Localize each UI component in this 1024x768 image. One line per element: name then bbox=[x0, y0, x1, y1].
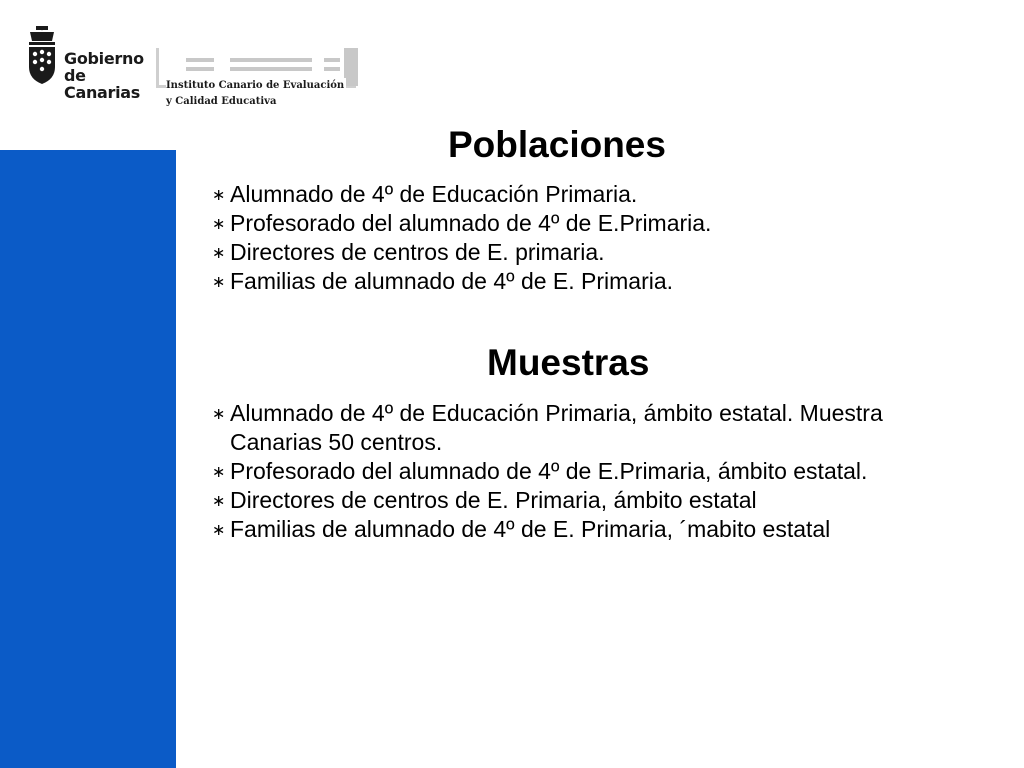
asterisk-icon: ∗ bbox=[212, 520, 226, 539]
coat-of-arms-icon bbox=[24, 26, 60, 88]
icec-logo-text bbox=[166, 78, 346, 110]
list-item-text: Alumnado de 4º de Educación Primaria. bbox=[230, 181, 638, 207]
gov-logo-text bbox=[64, 50, 154, 101]
asterisk-icon: ∗ bbox=[212, 272, 226, 291]
asterisk-icon: ∗ bbox=[212, 462, 226, 481]
muestras-title: Muestras bbox=[487, 342, 650, 383]
list-item-text: Familias de alumnado de 4º de E. Primaria, ´mabito estatal bbox=[230, 516, 831, 542]
list-item bbox=[212, 457, 912, 486]
list-item-text: Directores de centros de E. primaria. bbox=[230, 239, 605, 265]
list-item bbox=[212, 180, 912, 209]
poblaciones-title: Poblaciones bbox=[448, 124, 666, 165]
icec-logo bbox=[150, 46, 370, 112]
list-item bbox=[212, 399, 912, 457]
asterisk-icon: ∗ bbox=[212, 404, 226, 423]
list-item bbox=[212, 486, 912, 515]
gov-logo-line1: Gobierno bbox=[64, 49, 144, 68]
list-item bbox=[212, 515, 912, 544]
asterisk-icon: ∗ bbox=[212, 185, 226, 204]
gobierno-de-canarias-logo bbox=[24, 26, 154, 102]
list-item-text: Profesorado del alumnado de 4º de E.Primaria. bbox=[230, 210, 712, 236]
muestras-list bbox=[212, 399, 912, 544]
gov-logo-line2: de Canarias bbox=[64, 66, 141, 102]
icec-logo-line2: y Calidad Educativa bbox=[166, 96, 277, 107]
list-item bbox=[212, 267, 912, 296]
asterisk-icon: ∗ bbox=[212, 491, 226, 510]
list-item-text: Directores de centros de E. Primaria, ámbito estatal bbox=[230, 487, 757, 513]
asterisk-icon: ∗ bbox=[212, 243, 226, 262]
list-item-text: Familias de alumnado de 4º de E. Primaria. bbox=[230, 268, 674, 294]
list-item bbox=[212, 238, 912, 267]
icec-logo-line1: Instituto Canario de Evaluación bbox=[166, 80, 345, 91]
poblaciones-list bbox=[212, 180, 912, 296]
blue-side-band bbox=[0, 150, 176, 768]
asterisk-icon: ∗ bbox=[212, 214, 226, 233]
list-item bbox=[212, 209, 912, 238]
list-item-text: Alumnado de 4º de Educación Primaria, ámbito estatal. Muestra Canarias 50 centros. bbox=[230, 400, 883, 455]
list-item-text: Profesorado del alumnado de 4º de E.Primaria, ámbito estatal. bbox=[230, 458, 868, 484]
